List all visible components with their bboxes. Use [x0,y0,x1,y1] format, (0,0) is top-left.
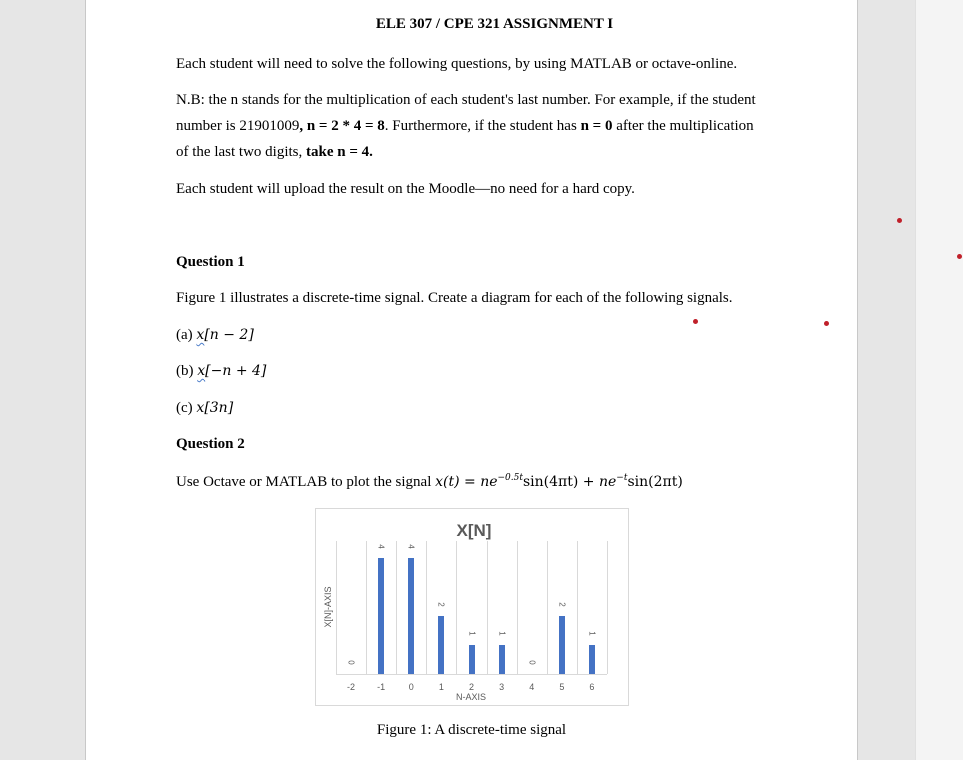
right-margin-area [858,0,915,760]
nb-line-1: N.B: the n stands for the multiplication of each student's last number. For example, if the student [176,92,756,108]
x-axis-title: N-AXIS [455,692,486,702]
data-label: 0 [527,660,537,665]
data-label: 4 [406,544,416,550]
figure-caption: Figure 1: A discrete-time signal [376,722,567,738]
signal-formula: $x(t) = ne^{-0.5t}\sin(4\pi t) + ne^{-t}\sin(2\pi t)$ [435,473,683,490]
vertical-gridline [396,541,397,674]
data-label: 1 [497,631,507,636]
data-bar[interactable] [469,645,475,674]
question-1-prompt: Figure 1 illustrates a discrete-time signal. Create a diagram for each of the following signals. [176,290,733,306]
question-1-item-c: (c) x[3n] [176,400,234,416]
vertical-scroll-area[interactable] [915,0,963,760]
left-margin-area [0,0,86,760]
vertical-gridline [456,541,457,674]
vertical-gridline [517,541,518,674]
nb-line-2: number is 21901009, n = 2 * 4 = 8. Furthermore, if the student has n = 0 after the multiplication [176,118,754,134]
data-label: 2 [436,602,446,607]
vertical-gridline [577,541,578,674]
vertical-gridline [487,541,488,674]
question-1-item-b: (b) x[−n + 4] [176,363,267,379]
question-2-prompt: Use Octave or MATLAB to plot the signal $x(t) = ne^{-0.5t}\sin(4\pi t) + ne^{-t}\sin(2\pi t)$ [176,473,683,490]
question-1-item-a: (a) x[n − 2] [176,327,254,343]
data-bar[interactable] [378,558,384,674]
data-bar[interactable] [499,645,505,674]
x-tick-label: 4 [529,682,535,692]
intro-paragraph: Each student will need to solve the following questions, by using MATLAB or octave-online. [176,56,738,72]
vertical-gridline [336,541,337,674]
annotation-dot [824,321,829,326]
vertical-gridline [547,541,548,674]
data-label: 0 [346,660,356,665]
x-tick-label: 2 [468,682,474,692]
y-axis-title: X[N]-AXIS [323,586,333,628]
x-tick-label: 1 [438,682,444,692]
nb-line-3: of the last two digits, take n = 4. [176,144,373,160]
question-2-heading: Question 2 [176,436,245,452]
data-bar[interactable] [438,616,444,674]
signal-bar-chart[interactable] [315,508,629,706]
vertical-gridline [607,541,608,674]
data-label: 4 [376,544,386,550]
data-bar[interactable] [559,616,565,674]
data-label: 2 [557,602,567,607]
data-label: 1 [587,631,597,636]
annotation-dot [957,254,962,259]
data-label: 1 [467,631,476,636]
x-tick-label: 3 [499,682,505,692]
question-1-heading: Question 1 [176,254,245,270]
x-tick-label: -1 [377,682,386,692]
x-tick-label: 0 [408,682,414,692]
upload-note: Each student will upload the result on the Moodle—no need for a hard copy. [176,181,635,197]
annotation-dot [693,319,698,324]
annotation-dot [897,218,902,223]
x-axis-line [336,674,607,675]
vertical-gridline [426,541,427,674]
x-tick-label: -2 [347,682,356,692]
data-bar[interactable] [408,558,414,674]
data-bar[interactable] [589,645,595,674]
x-tick-label: 5 [559,682,565,692]
document-title: ELE 307 / CPE 321 ASSIGNMENT I [375,16,614,32]
vertical-gridline [366,541,367,674]
chart-title: X[N] [456,521,492,540]
x-tick-label: 6 [589,682,595,692]
